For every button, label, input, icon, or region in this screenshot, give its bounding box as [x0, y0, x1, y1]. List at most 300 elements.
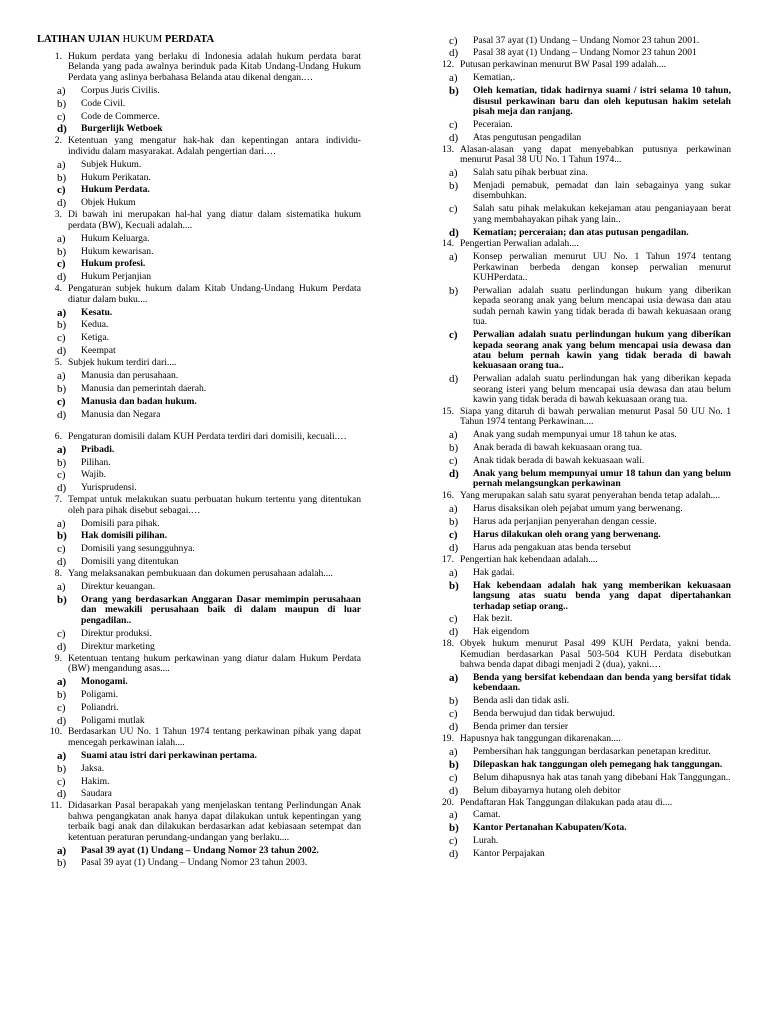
option-text: Pilihan.	[81, 456, 111, 468]
question-number: 14.	[442, 238, 454, 250]
answer-option	[37, 346, 361, 356]
question-stem	[429, 734, 731, 744]
option-text: Benda yang bersifat kebendaan dan benda yang bersifat tidak kebendaan.	[473, 671, 731, 694]
option-text: Ketiga.	[81, 332, 109, 344]
answer-option	[429, 810, 731, 820]
question-item	[429, 734, 731, 796]
option-letter: a)	[449, 429, 458, 442]
option-text: Suami atau istri dari perkawinan pertama.	[81, 749, 257, 761]
option-text: Benda primer dan tersier	[473, 721, 569, 733]
question-stem	[37, 569, 361, 579]
answer-option	[37, 544, 361, 554]
question-number: 1.	[54, 51, 62, 62]
option-letter: c)	[57, 627, 66, 640]
question-item	[429, 491, 731, 553]
option-letter: a)	[57, 158, 66, 171]
question-stem	[429, 407, 731, 428]
question-number: 15.	[442, 406, 454, 417]
option-letter: d)	[57, 482, 67, 495]
question-number: 18.	[442, 638, 454, 650]
option-text: Hukum Keluarga.	[81, 232, 150, 244]
question-stem	[37, 284, 361, 305]
answer-option	[429, 73, 731, 83]
answer-option	[429, 330, 731, 372]
question-item	[429, 60, 731, 143]
answer-option	[37, 483, 361, 493]
option-letter: a)	[57, 306, 67, 319]
answer-option	[37, 185, 361, 195]
answer-option	[37, 99, 361, 109]
question-number: 2.	[54, 135, 62, 147]
option-text: Belum dibayarnya hutang oleh debitor	[473, 784, 621, 796]
answer-option	[37, 677, 361, 687]
answer-option	[429, 773, 731, 783]
answer-option	[37, 308, 361, 318]
option-letter: b)	[449, 85, 459, 98]
option-letter: a)	[57, 581, 66, 594]
option-text: Keempat	[81, 345, 116, 357]
option-text: Direktur keuangan.	[81, 581, 156, 593]
answer-option	[429, 48, 731, 58]
question-text: Obyek hukum menurut Pasal 499 KUH Perdata, yakni benda. Kemudian berdasarkan Pasal 503-504 KUH Perdata disebutkan bahwa benda dapat dibagi menjadi 2 (dua), yakni.…	[460, 638, 731, 671]
option-letter: c)	[449, 203, 458, 216]
option-letter: a)	[449, 745, 458, 758]
option-letter: c)	[449, 329, 458, 342]
question-text: Siapa yang ditaruh di bawah perwalian menurut Pasal 50 UU No. 1 Tahun 1974 tentang Perkawinan....	[460, 406, 731, 428]
answer-option	[37, 470, 361, 480]
question-stem	[429, 555, 731, 565]
option-text: Saudara	[81, 788, 112, 800]
question-text: Ketentuan tentang hukum perkawinan yang diatur dalam Hukum Perdata (BW) mengandung asas....	[68, 652, 361, 674]
answer-option	[429, 786, 731, 796]
answer-option	[429, 530, 731, 540]
answer-option	[37, 846, 361, 856]
option-letter: d)	[57, 271, 67, 284]
answer-option	[37, 234, 361, 244]
answer-option	[429, 181, 731, 202]
option-letter: d)	[449, 541, 459, 554]
answer-option	[37, 371, 361, 381]
option-letter: b)	[57, 319, 67, 332]
option-letter: d)	[57, 408, 67, 421]
question-number: 6.	[54, 430, 62, 442]
option-text: Hak kebendaan adalah hak yang memberikan kekuasaan langsung atas suatu benda yang dapat dipertahankan terhadap setiap orang..	[473, 579, 731, 612]
answer-option	[37, 160, 361, 170]
question-item	[37, 136, 361, 208]
option-text: Hak bezit.	[473, 613, 513, 625]
question-number: 17.	[442, 553, 454, 565]
option-text: Perwalian adalah suatu perlindungan hak yang diberikan kepada seorang isteri yang belum mencapai usia dewasa dan atau belum kawin yang tidak berada di bawah kekuasaan orang tua.	[473, 373, 731, 406]
option-text: Pasal 37 ayat (1) Undang – Undang Nomor 23 tahun 2001.	[473, 34, 700, 46]
answer-option	[37, 642, 361, 652]
answer-option	[37, 582, 361, 592]
question-stem	[37, 358, 361, 368]
option-text: Hak gadai.	[473, 566, 515, 578]
answer-option	[429, 86, 731, 117]
question-item	[37, 801, 361, 868]
question-text: Di bawah ini merupakan hal-hal yang diatur dalam sistematika hukum perdata (BW), Kecuali adalah....	[68, 209, 361, 231]
option-text: Harus ada perjanjian penyerahan dengan cessie.	[473, 516, 657, 528]
question-text: Yang merupakan salah satu syarat penyerahan benda tetap adalah....	[460, 490, 721, 502]
option-text: Poliandri.	[81, 701, 119, 713]
question-item	[37, 495, 361, 567]
option-text: Pasal 39 ayat (1) Undang – Undang Nomor 23 tahun 2003.	[81, 857, 308, 869]
option-letter: d)	[57, 345, 67, 358]
question-stem	[429, 798, 731, 808]
question-stem	[37, 136, 361, 157]
option-text: Hakim.	[81, 775, 110, 787]
option-text: Harus dilakukan oleh orang yang berwenang.	[473, 529, 661, 541]
answer-option	[429, 747, 731, 757]
option-letter: a)	[57, 517, 66, 530]
option-letter: a)	[57, 844, 67, 857]
option-letter: b)	[57, 688, 67, 701]
answer-option	[37, 320, 361, 330]
option-text: Pasal 39 ayat (1) Undang – Undang Nomor 23 tahun 2002.	[81, 844, 319, 856]
right-column	[429, 33, 731, 861]
question-text: Pengaturan subjek hukum dalam Kitab Undang-Undang Hukum Perdata diatur dalam buku....	[68, 283, 361, 305]
option-text: Konsep perwalian menurut UU No. 1 Tahun 1974 tentang Perkawinan berbeda dengan konsep perwalian menurut KUHPerdata..	[473, 251, 731, 284]
answer-option	[429, 168, 731, 178]
option-letter: c)	[449, 771, 458, 784]
answer-option	[429, 823, 731, 833]
option-letter: c)	[57, 184, 66, 197]
option-letter: a)	[57, 370, 66, 383]
answer-option	[37, 703, 361, 713]
option-text: Kantor Pertanahan Kabupaten/Kota.	[473, 822, 627, 834]
question-text: Hapusnya hak tanggungan dikarenakan....	[460, 732, 621, 744]
option-text: Kedua.	[81, 319, 109, 331]
question-item	[37, 432, 361, 494]
answer-option	[37, 445, 361, 455]
option-letter: b)	[449, 695, 459, 708]
answer-option	[429, 120, 731, 130]
answer-option	[37, 272, 361, 282]
option-letter: c)	[449, 455, 458, 468]
question-item	[37, 569, 361, 652]
option-letter: a)	[449, 671, 459, 684]
option-text: Hukum Perdata.	[81, 184, 150, 196]
option-text: Pembersihan hak tanggungan berdasarkan penetapan kreditur.	[473, 745, 711, 757]
option-letter: b)	[57, 762, 67, 775]
option-letter: c)	[57, 543, 66, 556]
option-letter: b)	[57, 245, 67, 258]
question-stem	[37, 654, 361, 675]
option-text: Kesatu.	[81, 306, 113, 318]
option-letter: c)	[449, 835, 458, 848]
answer-option	[37, 858, 361, 868]
option-text: Yurisprudensi.	[81, 482, 137, 494]
option-text: Jaksa.	[81, 762, 105, 774]
answer-option	[37, 519, 361, 529]
answer-option	[429, 228, 731, 238]
answer-option	[37, 789, 361, 799]
option-letter: d)	[57, 788, 67, 801]
answer-option	[429, 568, 731, 578]
option-letter: c)	[57, 332, 66, 345]
option-letter: b)	[449, 758, 459, 771]
option-letter: a)	[449, 809, 458, 822]
option-letter: a)	[57, 84, 66, 97]
question-text: Hukum perdata yang berlaku di Indonesia adalah hukum perdata barat Belanda yang pada awalnya berinduk pada Kitab Undang-Undang Hukum Perdata yang aslinya berbahasa Belanda atau dikenal dengan.…	[68, 51, 361, 83]
option-text: Harus disaksikan oleh pejabat umum yang berwenang.	[473, 503, 683, 515]
option-text: Domisili yang sesungguhnya.	[81, 543, 195, 555]
option-text: Domisili para pihak.	[81, 517, 160, 529]
question-number: 20.	[442, 796, 454, 808]
option-text: Hak eigendom	[473, 626, 530, 638]
option-letter: b)	[449, 822, 459, 835]
option-letter: b)	[57, 593, 67, 606]
option-letter: c)	[449, 118, 458, 131]
option-letter: a)	[449, 566, 458, 579]
option-letter: d)	[449, 721, 459, 734]
answer-option	[429, 430, 731, 440]
option-letter: d)	[57, 556, 67, 569]
answer-option	[37, 86, 361, 96]
answer-option	[37, 716, 361, 726]
option-text: Perwalian adalah suatu perlindungan hukum yang diberikan kepada seorang anak yang belum mencapai usia dewasa dan atau sudah pernah kawin yang tidak berada di bawah kekuasaan orang tua.	[473, 285, 731, 328]
option-text: Perwalian adalah suatu perlindungan hukum yang diberikan kepada seorang anak yang belum mencapai usia dewasa dan atau belum pernah kawin yang tidak berada di bawah kekuasaan orang tua..	[473, 329, 731, 372]
answer-option	[429, 252, 731, 283]
option-text: Menjadi pemabuk, pemadat dan lain sebagainya yang sukar disembuhkan.	[473, 179, 731, 202]
answer-option	[429, 614, 731, 624]
option-text: Pribadi.	[81, 443, 115, 455]
question-number: 5.	[54, 357, 62, 369]
question-item	[37, 727, 361, 799]
answer-option	[429, 204, 731, 225]
option-text: Direktur marketing	[81, 640, 155, 652]
question-item	[429, 407, 731, 490]
option-letter: d)	[57, 714, 67, 727]
answer-option	[429, 504, 731, 514]
option-text: Belum dihapusnya hak atas tanah yang dibebani Hak Tanggungan..	[473, 771, 731, 783]
option-text: Hukum kewarisan.	[81, 245, 154, 257]
question-item	[429, 145, 731, 238]
question-text: Putusan perkawinan menurut BW Pasal 199 adalah....	[460, 59, 667, 71]
question-item	[37, 654, 361, 726]
answer-option	[37, 751, 361, 761]
option-text: Peceraian.	[473, 118, 513, 130]
option-letter: c)	[57, 258, 66, 271]
question-stem	[429, 491, 731, 501]
question-text: Tempat untuk melakukan suatu perbuatan hukum tertentu yang ditentukan oleh para pihak disebut sebagai.…	[68, 494, 361, 516]
answer-option	[429, 456, 731, 466]
answer-option	[429, 673, 731, 694]
answer-option	[429, 581, 731, 612]
option-letter: a)	[57, 443, 67, 456]
question-stem	[37, 210, 361, 231]
question-number: 8.	[54, 568, 62, 580]
question-text: Yang melaksanakan pembukuaan dan dokumen perusahaan adalah....	[68, 568, 333, 580]
option-letter: b)	[57, 456, 67, 469]
question-item	[37, 52, 361, 135]
option-text: Poligami.	[81, 688, 119, 700]
answer-option	[429, 696, 731, 706]
question-item	[429, 239, 731, 405]
answer-option	[37, 112, 361, 122]
option-letter: d)	[57, 123, 67, 136]
option-letter: a)	[449, 166, 458, 179]
option-text: Hukum Perikatan.	[81, 171, 151, 183]
option-text: Atas pengutusan pengadilan	[473, 131, 582, 143]
answer-option	[37, 629, 361, 639]
option-letter: c)	[449, 708, 458, 721]
question-stem	[37, 801, 361, 843]
question-number: 4.	[54, 283, 62, 295]
answer-option	[37, 690, 361, 700]
option-letter: b)	[449, 285, 459, 298]
option-letter: c)	[57, 395, 66, 408]
question-number: 13.	[442, 143, 454, 155]
option-letter: a)	[57, 232, 66, 245]
option-letter: d)	[449, 373, 459, 386]
option-text: Harus ada pengakuan atas benda tersebut	[473, 541, 631, 553]
question-text: Pengaturan domisili dalam KUH Perdata terdiri dari domisili, kecuali.…	[68, 430, 347, 442]
answer-option	[37, 531, 361, 541]
option-text: Salah satu pihak berbuat zina.	[473, 166, 588, 178]
answer-option	[37, 173, 361, 183]
option-text: Kantor Perpajakan	[473, 848, 545, 860]
question-item	[429, 798, 731, 860]
option-letter: b)	[449, 442, 459, 455]
option-text: Direktur produksi.	[81, 627, 152, 639]
option-text: Orang yang berdasarkan Anggaran Dasar memimpin perusahaan dan mewakili perusahaan baik di dalam maupun di luar pengadilan..	[81, 593, 361, 626]
question-item	[37, 358, 361, 432]
option-text: Salah satu pihak melakukan kekejaman atau penganiayaan berat yang membahayakan pihak yang lain..	[473, 203, 731, 225]
option-letter: d)	[449, 784, 459, 797]
option-letter: c)	[57, 775, 66, 788]
option-text: Benda berwujud dan tidak berwujud.	[473, 708, 616, 720]
option-letter: d)	[449, 226, 459, 239]
question-text: Didasarkan Pasal berapakah yang menjelaskan tentang Perlindungan Anak bahwa pengangkatan anak hanya dapat dilakukan untuk kepentingan yang terbaik bagi anak dan dilakukan berdasarkan adat kebiasaan setempat dan ketentuan peraturan perundang-undangan yang berlaku....	[68, 800, 361, 843]
option-letter: b)	[449, 579, 459, 592]
question-number: 10.	[50, 726, 62, 738]
option-text: Anak tidak berada di bawah kekuasaan wali.	[473, 455, 645, 467]
answer-option	[37, 247, 361, 257]
option-letter: c)	[449, 613, 458, 626]
answer-option	[37, 410, 361, 420]
option-text: Hukum Perjanjian	[81, 271, 152, 283]
question-stem	[37, 727, 361, 748]
question-stem	[429, 639, 731, 670]
question-item	[37, 284, 361, 356]
option-letter: d)	[449, 626, 459, 639]
question-text: Pengertian hak kebendaan adalah....	[460, 553, 598, 565]
question-stem	[37, 52, 361, 83]
question-stem	[429, 60, 731, 70]
option-text: Pasal 38 ayat (1) Undang – Undang Nomor 23 tahun 2001	[473, 47, 697, 59]
answer-option	[429, 849, 731, 859]
option-text: Oleh kematian, tidak hadirnya suami / istri selama 10 tahun, disusul perkawinan baru dan oleh keputusan hakim setelah pisah meja dan ranjang.	[473, 85, 731, 117]
option-letter: b)	[57, 382, 67, 395]
question-text: Subjek hukum terdiri dari....	[68, 357, 177, 369]
option-letter: c)	[449, 34, 458, 47]
page-title: LATIHAN UJIAN HUKUM PERDATA	[37, 34, 215, 45]
answer-option	[429, 627, 731, 637]
option-text: Corpus Juris Civilis.	[81, 84, 160, 96]
option-letter: b)	[57, 530, 67, 543]
question-text: Berdasarkan UU No. 1 Tahun 1974 tentang perkawinan pihak yang dapat mencegah perkawinan ialah....	[68, 726, 361, 748]
answer-option	[37, 595, 361, 626]
option-text: Anak berada di bawah kekuasaan orang tua.	[473, 442, 643, 454]
option-text: Code de Commerce.	[81, 110, 160, 122]
option-letter: c)	[57, 110, 66, 123]
question-stem	[429, 145, 731, 166]
question-number: 19.	[442, 732, 454, 744]
question-number: 7.	[54, 494, 62, 506]
option-letter: d)	[449, 468, 459, 481]
option-letter: d)	[449, 848, 459, 861]
option-text: Anak yang sudah mempunyai umur 18 tahun ke atas.	[473, 429, 677, 441]
option-letter: c)	[57, 469, 66, 482]
answer-option	[37, 333, 361, 343]
question-number: 11.	[50, 800, 62, 812]
question-number: 16.	[442, 490, 454, 502]
answer-option	[429, 443, 731, 453]
option-letter: a)	[449, 72, 458, 85]
option-letter: b)	[449, 179, 459, 192]
answer-option	[429, 543, 731, 553]
answer-option	[37, 777, 361, 787]
option-letter: a)	[449, 251, 458, 264]
answer-option	[429, 36, 731, 46]
question-item	[37, 210, 361, 282]
question-stem	[429, 239, 731, 249]
option-text: Wajib.	[81, 469, 107, 481]
option-text: Manusia dan pemerintah daerah.	[81, 382, 207, 394]
option-text: Manusia dan Negara	[81, 408, 161, 420]
answer-option	[429, 760, 731, 770]
answer-option	[429, 286, 731, 328]
answer-option	[37, 458, 361, 468]
question-number: 12.	[442, 59, 454, 71]
option-letter: c)	[57, 701, 66, 714]
answer-option	[37, 384, 361, 394]
option-text: Dilepaskan hak tanggungan oleh pemegang hak tanggungan.	[473, 758, 723, 770]
option-text: Domisili yang ditentukan	[81, 556, 179, 568]
option-text: Subjek Hukum.	[81, 158, 142, 170]
question-stem	[37, 495, 361, 516]
option-text: Lurah.	[473, 835, 499, 847]
option-letter: d)	[449, 47, 459, 60]
answer-option	[37, 198, 361, 208]
answer-option	[429, 517, 731, 527]
answer-option	[429, 469, 731, 490]
option-text: Hukum profesi.	[81, 258, 146, 270]
question-item	[429, 555, 731, 638]
option-letter: b)	[57, 857, 67, 870]
option-letter: a)	[57, 749, 67, 762]
answer-option	[429, 133, 731, 143]
option-text: Monogami.	[81, 675, 128, 687]
option-text: Kematian; perceraian; dan atas putusan pengadilan.	[473, 226, 689, 238]
option-letter: a)	[57, 675, 67, 688]
option-text: Kematian,.	[473, 72, 516, 84]
question-text: Alasan-alasan yang dapat menyebabkan putusnya perkawinan menurut Pasal 38 UU No. 1 Tahun 1974...	[460, 143, 731, 166]
question-number: 9.	[54, 652, 62, 664]
option-text: Camat.	[473, 809, 501, 821]
option-letter: d)	[57, 197, 67, 210]
option-text: Manusia dan perusahaan.	[81, 370, 179, 382]
option-text: Code Civil.	[81, 97, 126, 109]
question-text: Pendaftaran Hak Tanggungan dilakukan pada atau di....	[460, 796, 673, 808]
option-text: Manusia dan badan hukum.	[81, 395, 197, 407]
answer-option	[37, 259, 361, 269]
answer-option	[37, 557, 361, 567]
answer-option	[429, 374, 731, 405]
answer-option	[37, 124, 361, 134]
answer-option	[429, 836, 731, 846]
